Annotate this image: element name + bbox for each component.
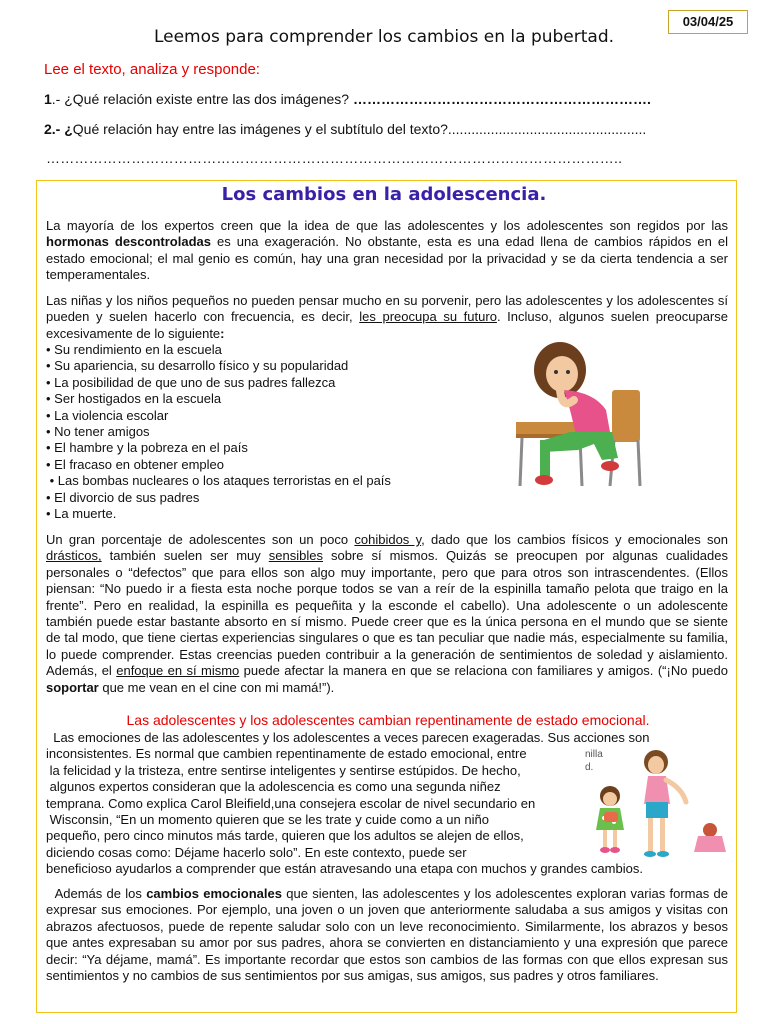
list-item: • Las bombas nucleares o los ataques terroristas en el país [46,473,391,489]
paragraph-4-line: inconsistentes. Es normal que cambien repentinamente de estado emocional, entre [46,746,527,761]
paragraph-4-line: Wisconsin, “En un momento quieren que se les trate y cuide como a un niño [46,812,489,827]
article-title: Los cambios en la adolescencia. [221,184,547,205]
p3-text-e: también suelen ser muy [101,548,269,564]
list-item: • Su apariencia, su desarrollo físico y su popularidad [46,358,349,374]
paragraph-4-line: beneficioso ayudarlos a comprender que están atravesando una etapa con muchos y grandes cambios. [46,861,643,876]
p3-text-g: sobre sí mismos. Quizás se preocupen por algunas cualidades personales o “defectos” que para ellos son algo muy importante, pero que para otros son intrascendentes. (Ellos piensan: “No puedo ir a fiesta esta noche porque todos se van a reír de la espinilla tamaño pelota que traigo en la frente”. Pero en realidad, la espinilla es pequeñita y la esconde el cabello). Una adolescente o un adolescente también puede estar bastante absorto en sí mismo. Puede creer que es la única persona en el mundo que se siente de tal modo, que tiene ciertas experiencias singulares o que es tan peculiar que nadie más, especialmente su familia, lo puede comprender. Estas creencias pueden contribuir a la generación de sentimientos de soledad y aislamiento. Además, el [46,548,729,679]
p3-underlined-enfoque: enfoque en sí mismo [116,663,240,679]
list-item: • La posibilidad de que uno de sus padres fallezca [46,374,336,390]
paragraph-4-line: Las emociones de las adolescentes y los adolescentes a veces parecen exageradas. Sus acciones son [46,730,650,745]
p2-text-c: . Incluso, algunos suelen preocuparse excesivamente de lo siguiente [46,309,728,341]
paragraph-4-line: diciendo cosas como: Déjame hacerlo solo”. En este contexto, puede ser [46,845,467,860]
p2-colon: : [220,325,225,341]
page-title: Leemos para comprender los cambios en la pubertad. [153,27,615,47]
section-subheading: Las adolescentes y los adolescentes cambian repentinamente de estado emocional. [126,712,650,728]
p1-bold-term: hormonas descontroladas [46,234,211,250]
p1-text-c: es una exageración. No obstante, esta es una edad llena de cambios rápidos en el estado emocional; el mal genio es común, hay una gran necesidad por la privacidad y se da cierta tendencia a ser temperamentales. [46,234,728,283]
paragraph-5 [46,886,728,984]
p2-underlined: les preocupa su futuro [359,309,497,325]
p3-text-i: puede afectar la manera en que se relaciona con familiares y amigos. (“¡No puedo [239,663,728,679]
paragraph-2 [46,293,728,342]
p5-text-a: Además de los [46,886,147,901]
worries-list [46,342,391,522]
list-item: • El fracaso en obtener empleo [46,456,224,472]
p5-bold-term: cambios emocionales [146,886,282,901]
question-1-number: 1 [44,91,52,107]
p1-text-a: La mayoría de los expertos creen que la idea de que las adolescentes y los adolescentes son regidos por las [46,218,728,233]
image-caption-fragment: nilla d. [585,749,603,773]
question-1-answer-line: ………………………………………………………. [352,91,651,107]
p2-text-a: Las niñas y los niños pequeños no pueden pensar mucho en su porvenir, pero las adolescentes y los adolescentes sí pueden y suelen hacerlo con frecuencia, es decir, [46,293,728,325]
p3-text-a: Un gran porcentaje de adolescentes son un poco [46,532,355,547]
question-2 [44,121,646,137]
paragraph-1 [46,218,728,284]
paragraph-4-line: la felicidad y la tristeza, entre sentirse inteligentes y sentirse estúpidos. De hecho, [46,763,521,778]
instructions: Lee el texto, analiza y responde: [44,61,260,78]
p3-underlined-cohibidos: cohibidos y [354,532,422,547]
list-item: • El hambre y la pobreza en el país [46,440,248,456]
paragraph-3 [46,532,728,696]
question-1-text: .- ¿Qué relación existe entre las dos imágenes? [51,91,353,107]
list-item: • Su rendimiento en la escuela [46,342,222,357]
p3-underlined-sensibles: sensibles [268,548,323,564]
p3-underlined-drasticos: drásticos, [46,548,102,564]
paragraph-4-line: algunos expertos consideran que la adolescencia es como una segunda niñez [46,779,501,794]
p3-text-k: que me vean en el cine con mi mamá!”). [98,679,335,695]
list-item: • El divorcio de sus padres [46,489,200,505]
list-item: • Ser hostigados en la escuela [46,391,222,407]
question-2-number: 2.- ¿ [44,121,73,137]
question-1 [44,91,651,107]
thinking-girl-illustration [514,340,644,488]
date-badge: 03/04/25 [668,10,748,34]
paragraph-4-line: pequeño, pero cinco minutos más tarde, quieren que los adultos se alejen de ellos, [46,828,524,843]
question-2-text: Qué relación hay entre las imágenes y el subtítulo del texto?................................................... [72,121,647,137]
list-item: • La violencia escolar [46,407,169,423]
list-item: • La muerte. [46,506,117,522]
question-2-answer-line: ………………………………………………………………………………………………………….. [46,150,623,166]
girls-with-doll-illustration [590,748,730,860]
paragraph-4-line: temprana. Como explica Carol Bleifield,una consejera escolar de nivel secundario en [46,796,536,811]
list-item: • No tener amigos [46,424,150,440]
p3-text-c: , dado que los cambios físicos y emocionales son [421,532,729,547]
p5-text-c: que sienten, las adolescentes y los adolescentes exploran varias formas de expresar sus emociones. Por ejemplo, una joven o un joven que anteriormente saludaba a sus amigos y visitas con abrazos afectuosos, puede de repente saludar solo con un leve reconocimiento. Similarmente, los abrazos y besos que antes expresaban su amor por sus padres, ahora se convierten en distanciamiento y una expresión que parece decir: “Ya déjame, mamá”. Es importante recordar que estos son cambios de las formas con que ellos expresan sus sentimientos y no cambios de sus sentimientos por sus amigas, sus amigos, sus padres y otros familiares. [46,886,728,984]
p3-bold-soportar: soportar [46,679,99,695]
